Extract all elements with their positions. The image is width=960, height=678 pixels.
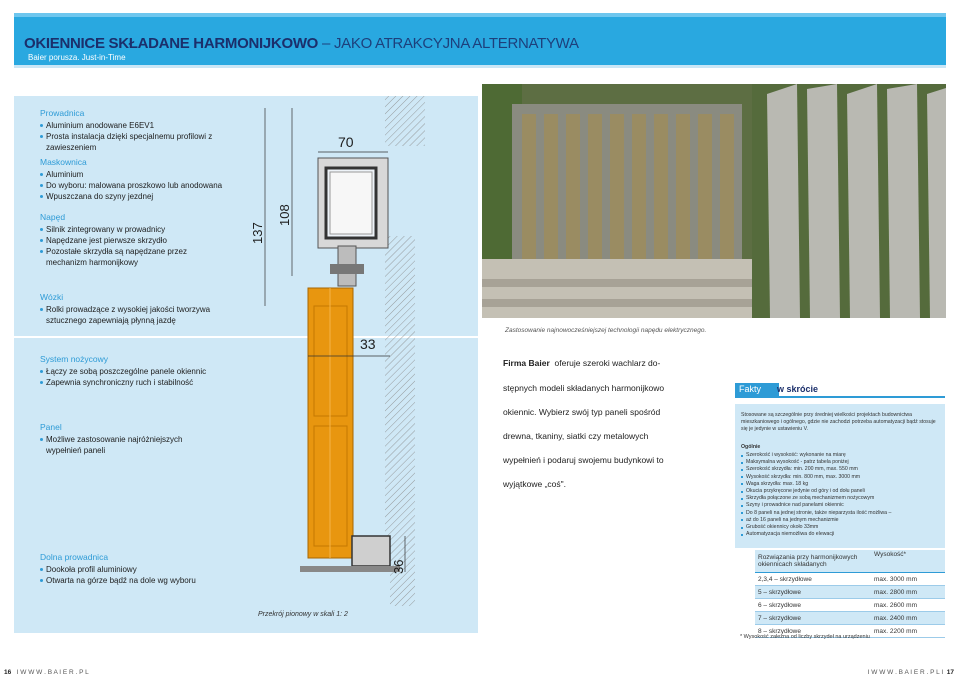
facts-header: [735, 383, 945, 396]
header-stripe: [14, 13, 946, 17]
roller: [330, 264, 364, 274]
list-item: Do 8 paneli na jednej stronie, także nieparzysta ilość możliwa –: [741, 510, 941, 517]
height-table: [755, 550, 945, 638]
table-header-cell: Rozwiązania przy harmonijkowych okiennicach składanych: [755, 550, 871, 573]
list-item: Szerokość skrzydła: min. 200 mm, max. 550 mm: [741, 466, 941, 473]
page-subtitle: Baier porusza. Just-in-Time: [28, 53, 126, 62]
list-item: Wysokość skrzydła: min. 800 mm, max. 3000 mm: [741, 474, 941, 481]
list-item: Automatyzacja niemożliwa do elewacji: [741, 531, 941, 538]
list-item: Waga skrzydła: max. 18 kg: [741, 481, 941, 488]
drawing-caption: Przekrój pionowy w skali 1: 2: [258, 611, 348, 618]
list-item: Szerokość i wysokość: wykonanie na miarę: [741, 452, 941, 459]
table-header-row: [755, 550, 945, 573]
spec-dolna: Dolna prowadnica Dookoła profil aluminiowy Otwarta na górze bądź na dole wg wyboru: [40, 552, 210, 586]
photo-illustration: [482, 84, 946, 318]
facts-title: w skrócie: [777, 384, 819, 394]
product-photo: [482, 84, 946, 318]
table-row: 8 – skrzydłowe max. 2200 mm: [755, 625, 945, 638]
facts-tag: Fakty: [735, 383, 779, 396]
spec-wozki: Wózki Rolki prowadzące z wysokiej jakości tworzywa sztucznego zapewniają płynną jazdę: [40, 292, 225, 326]
facts-intro: Stosowane są szczególnie przy średniej wielkości projektach budownictwa mieszkaniowego i ogólnego, gdzie nie zachodzi potrzeba automatyzacji bądź stosuje się je jedynie w ustawieniu V.: [741, 412, 936, 433]
footer-left: 16 I W W W . B A I E R . P L: [4, 669, 89, 676]
floor-profile: [300, 566, 400, 572]
wall-hatch: [390, 546, 415, 606]
photo-caption: Zastosowanie najnowocześniejszej technologii napędu elektrycznego.: [505, 327, 707, 334]
facts-box: [735, 404, 945, 548]
spec-naped: Napęd Silnik zintegrowany w prowadnicy Napędzane jest pierwsze skrzydło Pozostałe skrzydła są napędzane przez mechanizm harmonijkowy: [40, 212, 200, 268]
bottom-guide: [352, 536, 390, 566]
page-header: [14, 13, 946, 65]
table-footnote: * Wysokość zależna od liczby skrzydeł na urządzeniu: [740, 634, 870, 640]
dim-33-label: 33: [360, 336, 376, 352]
facts-general-label: Ogólnie: [741, 444, 761, 450]
page-footer: [0, 664, 960, 678]
list-item: Grubość okiennicy około 33mm: [741, 524, 941, 531]
intro-line-2: stępnych modeli składanych harmonijkowo: [503, 383, 665, 393]
table-header-cell: Wysokość*: [871, 550, 945, 573]
table-row: 6 – skrzydłowe max. 2600 mm: [755, 599, 945, 612]
table-row: 5 – skrzydłowe max. 2800 mm: [755, 586, 945, 599]
dim-137-label: 137: [250, 222, 265, 244]
spec-prowadnica: Prowadnica Aluminium anodowane E6EV1 Prosta instalacja dzięki specjalnemu profilowi z zawieszeniem: [40, 108, 260, 153]
list-item: aż do 16 paneli na jednym mechanizmie: [741, 517, 941, 524]
spec-panel: Panel Możliwe zastosowanie najróżniejszych wypełnień paneli: [40, 422, 200, 456]
wall-hatch: [385, 236, 415, 546]
dim-70-label: 70: [338, 134, 354, 150]
wall-hatch: [385, 96, 425, 146]
intro-line-5: wypełnień i podaruj swojemu budynkowi to: [503, 455, 664, 465]
intro-line-4: drewna, tkaniny, siatki czy metalowych: [503, 431, 649, 441]
list-item: Maksymalna wysokość - patrz tabela poniżej: [741, 459, 941, 466]
list-item: Skrzydła połączone ze sobą mechanizmem nożycowym: [741, 495, 941, 502]
header-divider: [14, 65, 946, 68]
intro-line-3: okiennic. Wybierz swój typ paneli spośród: [503, 407, 661, 417]
dim-36-label: 36: [391, 559, 406, 574]
table-row: 2,3,4 – skrzydłowe max. 3000 mm: [755, 573, 945, 586]
table-row: 7 – skrzydłowe max. 2400 mm: [755, 612, 945, 625]
cross-section-drawing: [240, 96, 478, 626]
intro-line-1: Firma Baier oferuje szeroki wachlarz do-: [503, 358, 661, 368]
list-item: Szyny i prowadnice nad panelami okiennic: [741, 502, 941, 509]
facts-list: [741, 452, 941, 538]
motor-unit: [330, 172, 372, 234]
footer-right: I W W W . B A I E R . P L I 17: [867, 669, 954, 676]
page-title: OKIENNICE SKŁADANE HARMONIJKOWO – JAKO ATRAKCYJNA ALTERNATYWA: [24, 35, 579, 52]
dim-108-label: 108: [277, 204, 292, 226]
facts-rule: [735, 396, 945, 398]
intro-line-6: wyjątkowe „coś".: [503, 479, 567, 489]
spec-system: System nożycowy Łączy ze sobą poszczególne panele okiennic Zapewnia synchroniczny ruch i stabilność: [40, 354, 240, 388]
list-item: Okucia przykręcone jedynie od góry i od dołu paneli: [741, 488, 941, 495]
spec-maskownica: Maskownica Aluminium Do wyboru: malowana proszkowo lub anodowana Wpuszczana do szyny jezdnej: [40, 157, 240, 202]
